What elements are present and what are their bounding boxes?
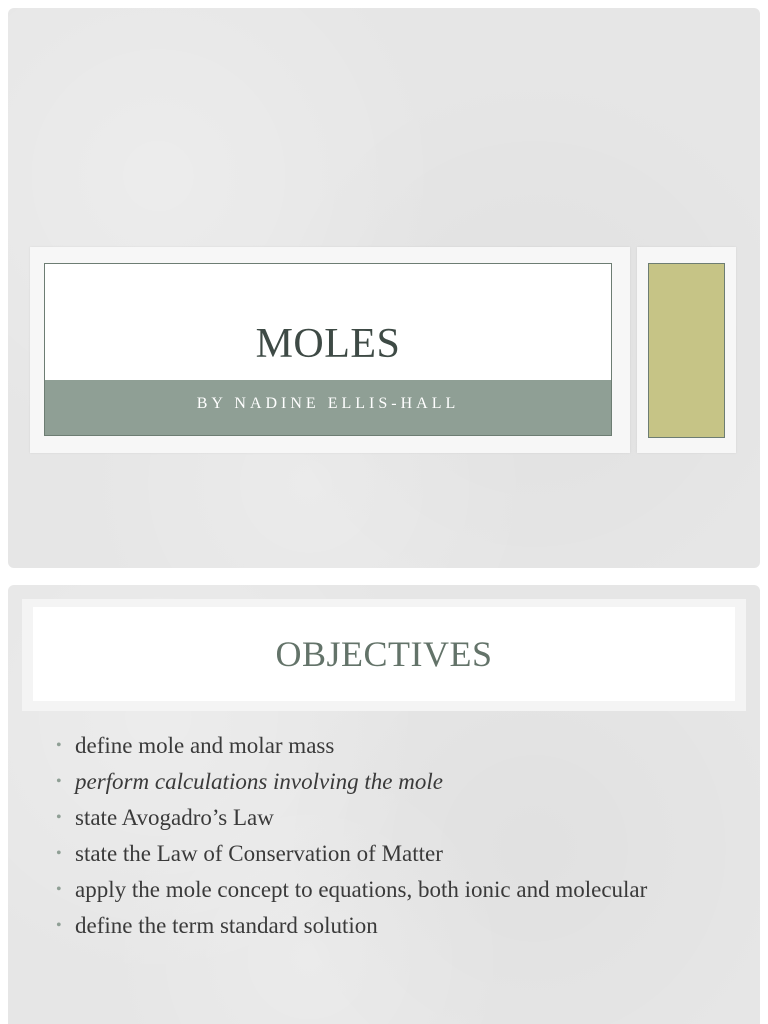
objective-item xyxy=(56,836,647,872)
title-frame xyxy=(30,247,630,453)
objective-text: define the term standard solution xyxy=(75,913,378,938)
accent-frame xyxy=(637,247,736,453)
objective-item xyxy=(56,728,647,764)
objectives-list xyxy=(56,728,647,944)
heading-frame xyxy=(22,599,746,711)
subtitle-band xyxy=(45,380,611,435)
bullet-icon: • xyxy=(56,809,62,826)
objectives-slide xyxy=(8,585,760,1024)
bullet-icon: • xyxy=(56,845,62,862)
objective-item xyxy=(56,908,647,944)
bullet-icon: • xyxy=(56,737,62,754)
bullet-icon: • xyxy=(56,773,62,790)
bullet-icon: • xyxy=(56,917,62,934)
objective-text: state Avogadro’s Law xyxy=(75,805,274,830)
objective-text: define mole and molar mass xyxy=(75,733,335,758)
objective-text: state the Law of Conservation of Matter xyxy=(75,841,443,866)
slide-title: MOLES xyxy=(255,321,401,367)
title-box xyxy=(44,263,612,436)
accent-block xyxy=(648,263,725,438)
slide-subtitle: BY NADINE ELLIS-HALL xyxy=(196,395,460,412)
objective-text: perform calculations involving the mole xyxy=(75,769,443,794)
objective-text: apply the mole concept to equations, both ionic and molecular xyxy=(75,877,648,902)
objective-item xyxy=(56,872,647,908)
heading-box xyxy=(33,607,735,701)
bullet-icon: • xyxy=(56,881,62,898)
objective-item xyxy=(56,800,647,836)
objective-item xyxy=(56,764,647,800)
slide-heading: OBJECTIVES xyxy=(275,634,493,674)
title-slide xyxy=(8,8,760,568)
